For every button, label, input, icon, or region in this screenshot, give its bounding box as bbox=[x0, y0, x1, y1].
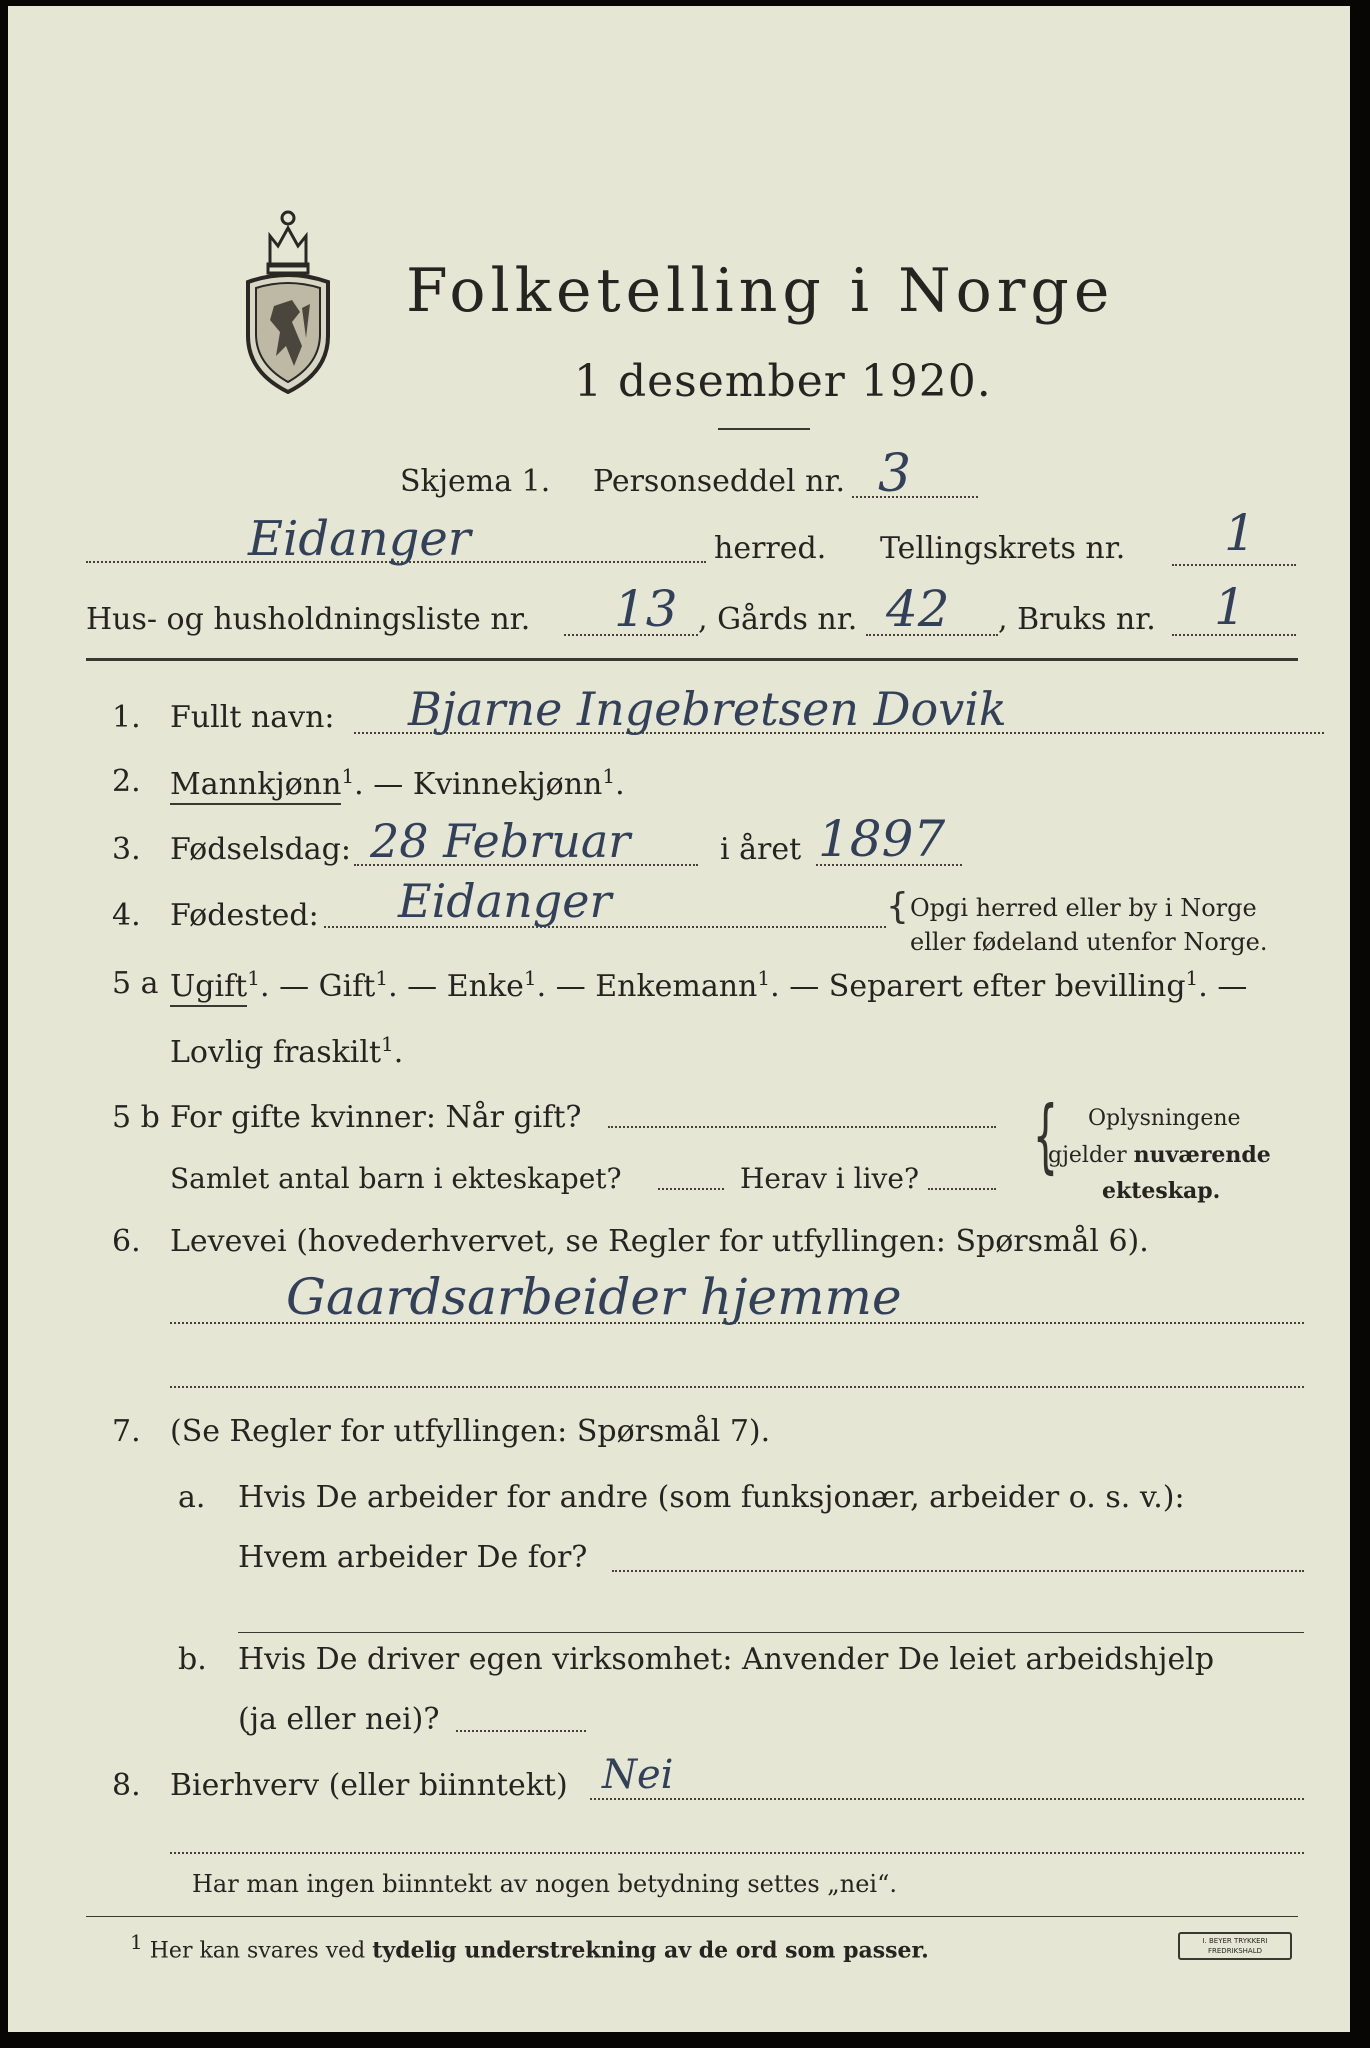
option-separert: Separert efter bevilling bbox=[828, 969, 1186, 1004]
option-enke: Enke bbox=[446, 969, 524, 1004]
q8-label: Bierhverv (eller biinntekt) bbox=[170, 1768, 568, 1803]
q8-number: 8. bbox=[112, 1768, 141, 1803]
herred-value: Eidanger bbox=[248, 511, 471, 567]
side-income-value: Nei bbox=[602, 1752, 674, 1798]
q3-number: 3. bbox=[112, 832, 141, 867]
q4-note-2: eller fødeland utenfor Norge. bbox=[910, 928, 1268, 956]
birthplace-value: Eidanger bbox=[398, 874, 612, 928]
bruks-value: 1 bbox=[1214, 578, 1246, 636]
q4-label: Fødested: bbox=[170, 898, 319, 933]
personseddel-value: 3 bbox=[878, 444, 912, 504]
q2-options: Mannkjønn$^1$. — Kvinnekjønn$^1$. bbox=[170, 764, 625, 802]
q7a-letter: a. bbox=[178, 1480, 206, 1515]
q5b-live-label: Herav i live? bbox=[740, 1162, 919, 1195]
q7-number: 7. bbox=[112, 1414, 141, 1449]
q1-label: Fullt navn: bbox=[170, 700, 335, 735]
q3-year-label: i året bbox=[720, 832, 802, 867]
bruks-label: , Bruks nr. bbox=[998, 602, 1156, 637]
q7b-text: Hvis De driver egen virksomhet: Anvender De leiet arbeidshjelp bbox=[238, 1642, 1215, 1677]
q6-number: 6. bbox=[112, 1224, 141, 1259]
personseddel-label: Personseddel nr. bbox=[593, 464, 846, 499]
footnote: $^1$ Her kan svares ved tydelig understrekning av de ord som passer. bbox=[130, 1930, 929, 1964]
herred-label: herred. bbox=[714, 531, 827, 566]
coat-of-arms-icon bbox=[240, 196, 336, 398]
q7-label: (Se Regler for utfyllingen: Spørsmål 7). bbox=[170, 1414, 771, 1449]
q5b-label: For gifte kvinner: Når gift? bbox=[170, 1100, 582, 1135]
q5a-options: Ugift$^1$. — Gift$^1$. — Enke$^1$. — Enkemann$^1$. — Separert efter bevilling$^1$. — bbox=[170, 966, 1247, 1004]
tellingskrets-value: 1 bbox=[1224, 504, 1256, 562]
q7a-text: Hvis De arbeider for andre (som funksjonær, arbeider o. s. v.): bbox=[238, 1480, 1185, 1515]
q7a-who-label: Hvem arbeider De for? bbox=[238, 1540, 588, 1575]
q3-label: Fødselsdag: bbox=[170, 832, 351, 867]
husliste-value: 13 bbox=[614, 580, 678, 638]
census-form: Folketelling i Norge 1 desember 1920. Skjema 1. Personseddel nr. 3 Eidanger herred. Tellingskrets nr. 1 Hus- og husholdningsliste nr. 13 , Gårds nr. 42 , Bruks nr. 1 1. Fullt navn: Bjarne Ingebretsen Dovik 2. Mannkjønn$^1$. — Kvinnekjønn$^1$. 3. Fødselsdag: 28 Februar i året 1897 4. Fødested: Eidanger { Opgi herred eller by i Norge eller fødeland utenfor Norge. 5 a Ugift$^1$. — Gift$^1$. — Enke$^1$. — Enkemann$^1$. — Separert efter bevilling$^1$. — Lovlig fraskilt$^1$. 5 b For gifte kvinner: Når gift? Samlet antal barn i ekteskapet? Herav i live? { Oplysningene gjelder nuværende ekteskap. 6. Levevei (hovederhvervet, se Regler for utfyllingen: Spørsmål 6). Gaardsarbeider hjemme 7. (Se Regler for utfyllingen: Spørsmål 7). a. Hvis De arbeider for andre (som funksjonær, arbeider o. s. v.): Hvem arbeider De for? b. Hvis De driver egen virksomhet: Anvender De leiet arbeidshjelp (ja eller nei)? 8. Bierhverv (eller biinntekt) Nei Har man ingen biinntekt av nogen betydning settes „nei“. $^1$ Her kan svares ved tydelig understrekning av de ord som passer. I. BEYER TRYKKERI FREDRIKSHALD bbox=[8, 6, 1350, 2032]
occupation-value: Gaardsarbeider hjemme bbox=[286, 1268, 902, 1326]
footer-note: Har man ingen biinntekt av nogen betydning settes „nei“. bbox=[192, 1870, 897, 1898]
q5b-note-3: ekteskap. bbox=[1102, 1178, 1221, 1204]
q5a-number: 5 a bbox=[112, 966, 159, 1001]
printer-stamp: I. BEYER TRYKKERI FREDRIKSHALD bbox=[1178, 1932, 1292, 1960]
q5b-note-2: gjelder nuværende bbox=[1048, 1142, 1271, 1168]
gards-value: 42 bbox=[886, 580, 950, 638]
birth-year-value: 1897 bbox=[818, 810, 946, 868]
option-mannkjonn: Mannkjønn bbox=[170, 767, 341, 805]
q6-label: Levevei (hovederhvervet, se Regler for utfyllingen: Spørsmål 6). bbox=[170, 1224, 1149, 1259]
q4-note-1: Opgi herred eller by i Norge bbox=[910, 894, 1257, 922]
q4-number: 4. bbox=[112, 898, 141, 933]
q2-number: 2. bbox=[112, 764, 141, 799]
option-fraskilt: Lovlig fraskilt$^1$. bbox=[170, 1032, 404, 1070]
header-rule bbox=[86, 658, 1298, 661]
birth-day-value: 28 Februar bbox=[370, 814, 631, 868]
q1-number: 1. bbox=[112, 700, 141, 735]
husliste-label: Hus- og husholdningsliste nr. bbox=[86, 602, 531, 637]
tellingskrets-label: Tellingskrets nr. bbox=[880, 531, 1126, 566]
q7b-letter: b. bbox=[178, 1642, 207, 1677]
q5b-note-1: Oplysningene bbox=[1088, 1106, 1241, 1131]
option-kvinnekjonn: Kvinnekjønn bbox=[412, 767, 603, 802]
full-name-value: Bjarne Ingebretsen Dovik bbox=[408, 682, 1007, 736]
q7b-yesno-label: (ja eller nei)? bbox=[238, 1702, 440, 1737]
q5b-number: 5 b bbox=[112, 1100, 160, 1135]
option-gift: Gift bbox=[318, 969, 376, 1004]
form-title: Folketelling i Norge bbox=[406, 256, 1115, 326]
option-enkemann: Enkemann bbox=[595, 969, 758, 1004]
gards-label: , Gårds nr. bbox=[698, 602, 858, 637]
form-date: 1 desember 1920. bbox=[574, 356, 992, 407]
schema-label: Skjema 1. bbox=[400, 464, 551, 499]
q5b-barn-label: Samlet antal barn i ekteskapet? bbox=[170, 1162, 622, 1195]
option-ugift: Ugift bbox=[170, 969, 247, 1007]
title-rule bbox=[718, 428, 810, 430]
